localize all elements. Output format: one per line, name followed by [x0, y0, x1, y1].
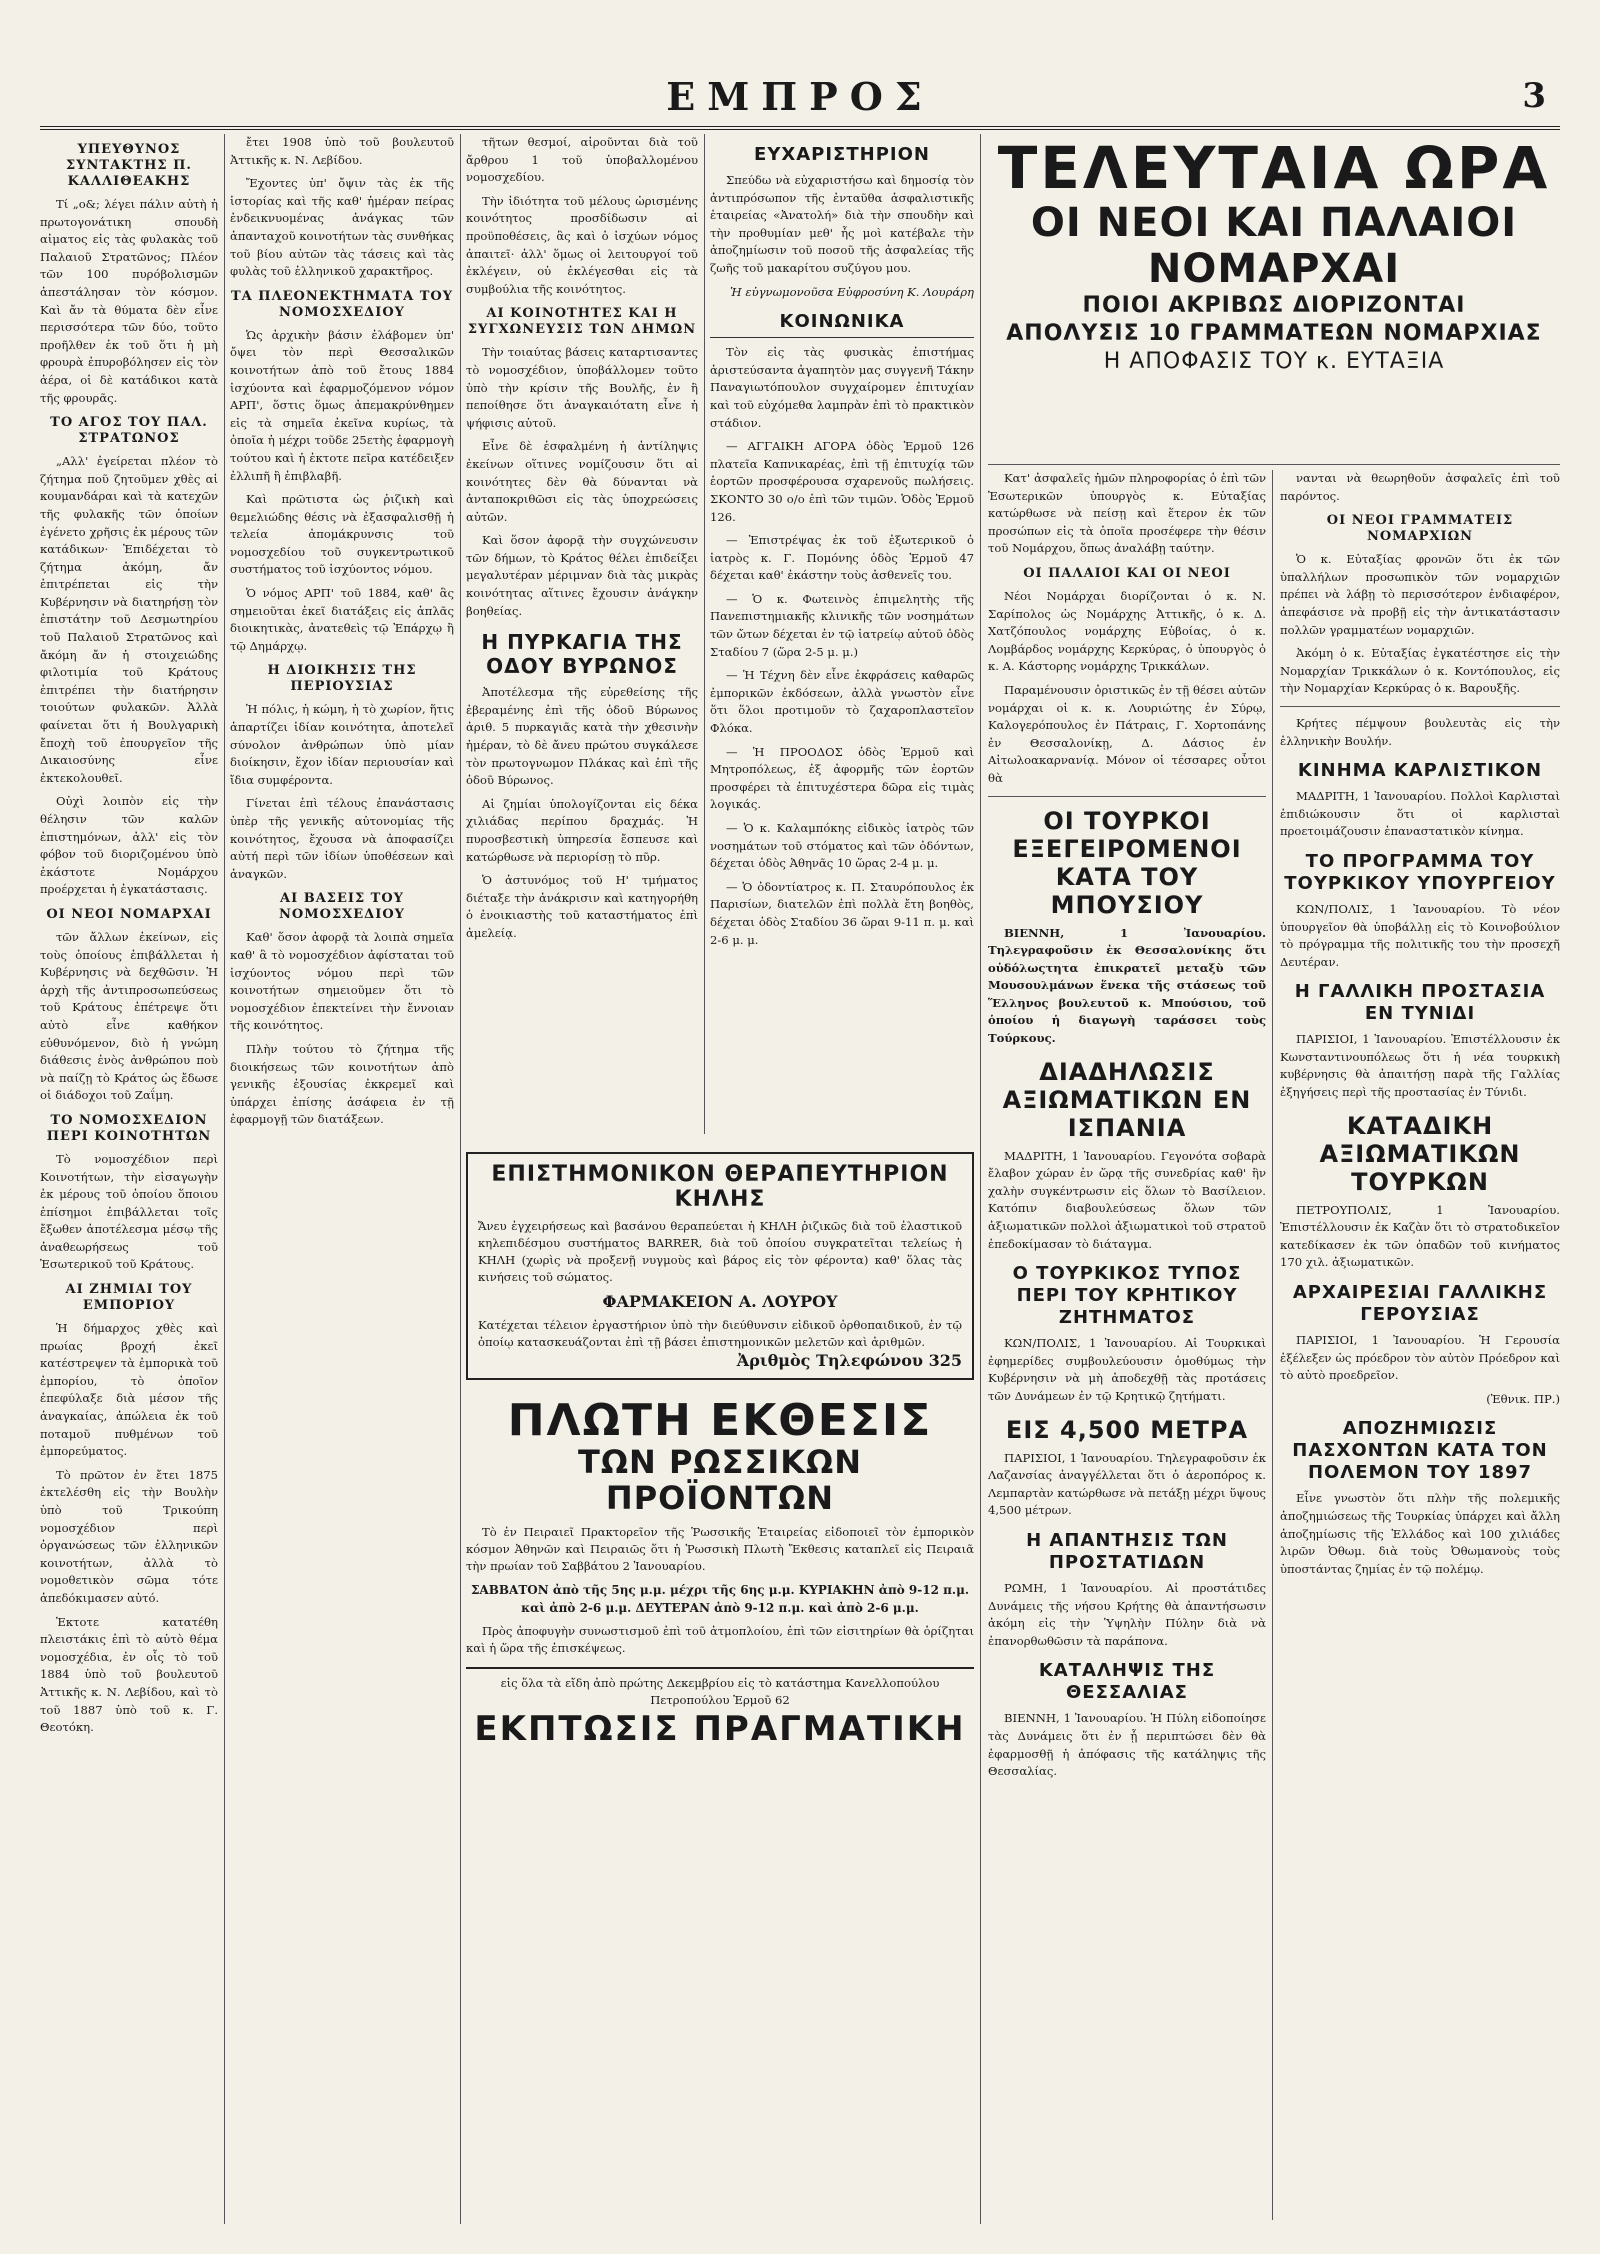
article-paragraph: Γίνεται ἐπὶ τέλους ἐπανάστασις ὑπὲρ τῆς γενικῆς αὐτονομίας τῆς κοινότητος, ἔχουσα νὰ ἀποφασίζει αὐτή περὶ τῶν ἰδίων ὑποθέσεων καὶ ἀναγκῶν.: [230, 796, 454, 881]
article-paragraph: Ἡ πόλις, ἡ κώμη, ἡ τὸ χωρίον, ἥτις ἀπαρτίζει ἰδίαν κοινότητα, ἀποτελεῖ σύνολον ἀνθρώπων ὑπὸ μίαν διοίκησιν, ἔχον ἰδίαν περιουσίαν καὶ ἴδια συμφέροντα.: [230, 702, 454, 787]
article-paragraph: ΡΩΜΗ, 1 Ἰανουαρίου. Αἱ προστάτιδες Δυνάμεις τῆς νήσου Κρήτης θὰ ἀπαντήσωσιν ἀκόμη εἰς τὴν Ὑψηλὴν Πύλην διὰ νὰ ἐπανορθωθῶσιν τὰ παράπονα.: [988, 1580, 1266, 1648]
section-heading: ΤΑ ΠΛΕΟΝΕΚΤΗΜΑΤΑ ΤΟΥ ΝΟΜΟΣΧΕΔΙΟΥ: [231, 288, 453, 320]
divider: [988, 796, 1266, 797]
article-paragraph: Τὸ πρῶτον ἐν ἔτει 1875 ἐκτελέσθη εἰς τὴν Βουλὴν ὑπὸ τοῦ Τρικούπη νομοσχέδιον περὶ ὀργανώσεως τῶν ἑλληνικῶν κοινοτήτων, ἀλλὰ τὸ νομοθετικὸν σῶμα τότε ἀπεδόκιμασεν αὐτό.: [40, 1467, 218, 1605]
section-heading: Η ΑΠΑΝΤΗΣΙΣ ΤΩΝ ΠΡΟΣΤΑΤΙΔΩΝ: [1026, 1529, 1228, 1573]
section-heading: ΚΑΤΑΛΗΨΙΣ ΤΗΣ ΘΕΣΣΑΛΙΑΣ: [1038, 1660, 1216, 1704]
article-paragraph: Τὸ νομοσχέδιον περὶ Κοινοτήτων, τὴν εἰσαγωγὴν ἐκ μέρους τοῦ ὁποίου ὅποιου ἐπίσημοι ἐπιβάλλεται τοῖς ἔξωθεν ἀποτέλεσμα μέσῳ τῆς ἀναθεωρήσεως τοῦ Ἐσωτερικοῦ τοῦ Κράτους.: [40, 1151, 218, 1272]
article-paragraph: Τὴν ἰδιότητα τοῦ μέλους ὡρισμένης κοινότητος προσδίδωσιν αἱ προϋποθέσεις, ἃς καὶ ὁ ἰσχύων νόμος ἀπαιτεῖ· ἀλλ' ὅμως οἱ λειτουργοί τοῦ ἐκλέγειν, οὐ ἐκλέγεσθαι εἰς τὰ συμβούλια τῆς κοινότητος.: [466, 193, 698, 296]
article-paragraph: ΒΙΕΝΝΗ, 1 Ἰανουαρίου. Τηλεγραφοῦσιν ἐκ Θεσσαλονίκης ὅτι οὐδόλωςτητα ἐπικρατεῖ μεταξὺ τῶν Μουσουλμάνων ἕνεκα τῆς στάσεως τοῦ Ἕλληνος βουλευτοῦ κ. Μπούσιου, τοῦ ὁποίου ἡ διαγωγὴ ταράσσει τοὺς Τούρκους.: [988, 925, 1266, 1046]
article-paragraph: ΚΩΝ/ΠΟΛΙΣ, 1 Ἰανουαρίου. Αἱ Τουρκικαὶ ἐφημερίδες συμβουλεύουσιν ὁμοθύμως τὴν Κυβέρνησιν νὰ μὴ ἀποδεχθῇ τὰς προτάσεις τῶν Δυνάμεων ἐν τῷ Κρητικῷ ζητήματι.: [988, 1336, 1266, 1403]
masthead: [40, 70, 1560, 130]
article-paragraph: — Ὁ κ. Φωτεινὸς ἐπιμελητὴς τῆς Πανεπιστημιακῆς κλινικῆς τῶν νοσημάτων τῶν ὤτων δέχεται ἐν τῷ ἰατρείῳ αὐτοῦ ὁδὸς Σταδίου 7 (ὥρα 2-5 μ. μ.): [710, 591, 974, 659]
section-heading: ΟΙ ΝΕΟΙ ΓΡΑΜΜΑΤΕΙΣ ΝΟΜΑΡΧΙΩΝ: [1326, 513, 1514, 545]
source-note: (Ἐθνικ. ΠΡ.): [1486, 1391, 1560, 1406]
clinic-ad: [466, 1152, 974, 1380]
section-heading: ΕΙΣ 4,500 ΜΕΤΡΑ: [1005, 1415, 1249, 1444]
column-divider: [1272, 470, 1273, 2220]
article-paragraph: Τὴν τοιαύτας βάσεις καταρτισαντες τὸ νομοσχέδιον, ὑποβάλλομεν τοῦτο ὑπὸ τὴν κρίσιν τῆς Βουλῆς, ἐν ἣ πεποίθησε ὅτι ἀναγκαιότατη εἶνε ἡ ψήφισις αὐτοῦ.: [466, 345, 698, 430]
article-paragraph: Ὁ ἀστυνόμος τοῦ Η' τμήματος διέταξε τὴν ἀνάκρισιν καὶ κατηγορήθη ὁ ἐνοικιαστὴς τοῦ καταστήματος ἐπὶ ἀμελείᾳ.: [466, 873, 698, 940]
article-paragraph: — ΑΓΓΑΙΚΗ ΑΓΟΡΑ ὁδὸς Ἑρμοῦ 126 πλατεῖα Καπνικαρέας, ἐπὶ τῇ ἐπιτυχίᾳ τῶν ἑορτῶν προσφέρουσα σχαρενοῦς πωλήσεις. ΣΚΟΝΤΟ 30 ο/ο ἐπὶ τῶν τιμῶν. Ὁδὸς Ἑρμοῦ 126.: [710, 439, 974, 524]
article-paragraph: ΠΕΤΡΟΥΠΟΛΙΣ, 1 Ἰανουαρίου. Ἐπιστέλλουσιν ἐκ Καζὰν ὅτι τὸ στρατοδικεῖον κατεδίκασεν ἐκ τῶν ὀπαδῶν τοῦ κινήματος 170 χιλ. ἀξιωματικῶν.: [1280, 1202, 1560, 1270]
column-3: [466, 134, 698, 1134]
section-heading: ΑΠΟΖΗΜΙΩΣΙΣ ΠΑΣΧΟΝΤΩΝ ΚΑΤΑ ΤΟΝ ΠΟΛΕΜΟΝ ΤΟΥ 1897: [1292, 1418, 1548, 1484]
article-paragraph: Τὸν εἰς τὰς φυσικὰς ἐπιστήμας ἀριστεύσαντα ἀγαπητὸν μας συγγενῆ Τάκην Παναγιωτόπουλον συγχαίρομεν ἐπιτυχίαν καὶ τοῦ εὐχόμεθα λαμπρὰν ἐπὶ τὸ πρακτικὸν στάδιον.: [710, 345, 974, 430]
article-paragraph: ΚΩΝ/ΠΟΛΙΣ, 1 Ἰανουαρίου. Τὸ νέον ὑπουργεῖον θὰ ὑποβάλλῃ εἰς τὸ Κοινοβούλιον τὸ πρόγραμμα τῆς πολιτικῆς του τὴν προσεχῆ Δευτέραν.: [1280, 901, 1560, 969]
article-paragraph: Πλὴν τούτου τὸ ζήτημα τῆς διοικήσεως τῶν κοινοτήτων ἀπὸ γενικῆς ἐξουσίας ἐκκρεμεῖ καὶ ὑπάρχει ἐπίσης ἀσάφεια ἐν τῇ ἐφαρμογῇ τῶν διατάξεων.: [230, 1041, 454, 1127]
article-paragraph: Ἡ δήμαρχος χθὲς καὶ πρωίας βροχή ἐκεῖ κατέστρεψεν τὰ ἐμπορικὰ τοῦ ἐμπορίου, τὸ ὁποῖον ἐπεφύλαξε διὰ μέσον τῆς ἀναγκαίας, ἀπώλεια ἐκ τοῦ ποταμοῦ πυθμένων τοῦ ἐμπορεύματος.: [40, 1321, 218, 1459]
article-paragraph: Νέοι Νομάρχαι διορίζονται ὁ κ. Ν. Σαρίπολος ὡς Νομάρχης Ἀττικῆς, ὁ κ. Δ. Χατζόπουλος νομάρχης Εὐβοίας, ὁ κ. Λομβάρδος νομάρχης Κερκύρας, ὁ ὑπουργὸς ὁ κ. Α. Κάστορης νομάρχης Τρικκάλων.: [988, 588, 1266, 674]
article-paragraph: ΠΑΡΙΣΙΟΙ, 1 Ἰανουαρίου. Τηλεγραφοῦσιν ἐκ Λαζανσίας ἀναγγέλλεται ὅτι ὁ ἀεροπόρος κ. Λεμπαρτὰν κατώρθωσε νὰ πετάξῃ μέχρι ὕψους 4,500 μέτρων.: [988, 1450, 1266, 1518]
article-paragraph: Εἶνε γνωστὸν ὅτι πλὴν τῆς πολεμικῆς ἀποζημιώσεως τῆς Τουρκίας ὑπάρχει καὶ ἄλλη ἀποζημίωσις τῆς Ἑλλάδος καὶ 100 χιλιάδες λιρῶν Ὀθωμ. διὰ τοὺς Ὀθωμανοὺς τοὺς ὑποστάντας ζημίας ἐν τῷ πολέμῳ.: [1280, 1491, 1560, 1576]
section-heading: ΤΟ ΑΓΟΣ ΤΟΥ ΠΑΛ. ΣΤΡΑΤΩΝΟΣ: [50, 415, 208, 447]
section-heading: ΕΥΧΑΡΙΣΤΗΡΙΟΝ: [754, 144, 930, 165]
section-heading: Ο ΤΟΥΡΚΙΚΟΣ ΤΥΠΟΣ ΠΕΡΙ ΤΟΥ ΚΡΗΤΙΚΟΥ ΖΗΤΗΜΑΤΟΣ: [1012, 1263, 1242, 1329]
article-paragraph: Ἐκτοτε κατατέθη πλειστάκις ἐπὶ τὸ αὐτὸ θέμα νομοσχέδια, ἐν οἷς τὸ τοῦ 1884 ὑπὸ τοῦ βουλευτοῦ Ἀττικῆς κ. Ν. Λεβίδου, καὶ τὸ τοῦ 1887 ὑπὸ τοῦ κ. Γ. Θεοτόκη.: [40, 1614, 218, 1735]
article-paragraph: Ὁ νόμος ΑΡΠ' τοῦ 1884, καθ' ἃς σημειοῦται ἐκεῖ διατάξεις εἰς ἁπλᾶς διοικητικὰς, ἀνατεθεὶς τῷ Ἐπάρχῳ ἢ τῷ Δημάρχῳ.: [230, 586, 454, 653]
ad-title: ΕΠΙΣΤΗΜΟΝΙΚΟΝ ΘΕΡΑΠΕΥΤΗΡΙΟΝ ΚΗΛΗΣ: [491, 1162, 949, 1212]
editor-line: ΥΠΕΥΘΥΝΟΣ ΣΥΝΤΑΚΤΗΣ Π. ΚΑΛΛΙΘΕΑΚΗΣ: [66, 142, 192, 189]
column-divider: [224, 134, 225, 2224]
last-hour-block: [988, 134, 1560, 465]
section-heading: ΚΟΙΝΩΝΙΚΑ: [710, 311, 974, 338]
article-paragraph: — Ἐπιστρέψας ἐκ τοῦ ἐξωτερικοῦ ὁ ἰατρὸς κ. Γ. Πομόνης ὁδὸς Ἑρμοῦ 47 δέχεται καθ' ἑκάστην τοὺς ἀσθενεῖς του.: [710, 533, 974, 583]
main-headline: ΟΙ ΝΕΟΙ ΚΑΙ ΠΑΛΑΙΟΙ ΝΟΜΑΡΧΑΙ: [1030, 200, 1518, 292]
section-heading: Η ΓΑΛΛΙΚΗ ΠΡΟΣΤΑΣΙΑ ΕΝ ΤΥΝΙΔΙ: [1294, 981, 1546, 1025]
section-heading: ΑΙ ΖΗΜΙΑΙ ΤΟΥ ΕΜΠΟΡΙΟΥ: [65, 1282, 193, 1314]
subheadline: ΠΟΙΟΙ ΑΚΡΙΒΩΣ ΔΙΟΡΙΖΟΝΤΑΙ: [1082, 293, 1466, 318]
article-paragraph: Οὐχὶ λοιπὸν εἰς τὴν θέλησιν τῶν καλῶν ἐπιστημόνων, ἀλλ' εἰς τὸν φόβον τοῦ διοριζομένου ὑπὸ ἐκάστοτε Νομάρχου προέρχεται ἡ ἐγκατάστασις.: [40, 794, 218, 897]
ad-body: εἰς ὅλα τὰ εἴδη ἀπὸ πρώτης Δεκεμβρίου εἰς τὸ κατάστημα Κανελλοπούλου Πετροπούλου Ἑρμοῦ 62: [500, 1676, 940, 1707]
column-divider: [980, 134, 981, 2224]
article-paragraph: ΜΑΔΡΙΤΗ, 1 Ἰανουαρίου. Γεγονότα σοβαρὰ ἔλαβον χώραν ἐν ὥρᾳ τῆς συνεδρίας καθ' ἣν χαλὴν συγκέντρωσιν εἰς ὅλων τὸ Βασίλειον. Κατόπιν διαβουλεύσεως ὅλων τῶν ἀξιωματικῶν πολλοὶ ἀξιωματικοὶ τοῦ στρατοῦ ἐπεδοκίμασαν τὸ διάταγμα.: [988, 1148, 1266, 1251]
ad-body: Ἄνευ ἐγχειρήσεως καὶ βασάνου θεραπεύεται ἡ ΚΗΛΗ ῥιζικῶς διὰ τοῦ ἐλαστικοῦ κηλεπιδέσμου συστήματος BARRER, διὰ τοῦ ὁποίου συγκρατεῖται τελείως ἡ ΚΗΛΗ (χωρὶς νὰ προξενῇ νυγμοὺς καὶ βάρος εἰς τὸν φέροντα) καθ' ὅλας τὰς κινήσεις τοῦ σώματος.: [478, 1219, 962, 1284]
article-paragraph: — Ἡ Τέχνη δὲν εἶνε ἐκφράσεις καθαρῶς ἐμπορικῶν ἐκδόσεων, ἀλλὰ γνωστὸν εἶνε ὅτι ὅλοι προτιμοῦν τὸ ζαχαροπλαστεῖον Φλόκα.: [710, 668, 974, 736]
article-paragraph: ἔτει 1908 ὑπὸ τοῦ βουλευτοῦ Ἀττικῆς κ. Ν. Λεβίδου.: [230, 135, 454, 167]
ad-subtitle: ΤΩΝ ΡΩΣΣΙΚΩΝ ΠΡΟΪΟΝΤΩΝ: [577, 1443, 862, 1517]
article-paragraph: Ἔχοντες ὑπ' ὄψιν τὰς ἐκ τῆς ἱστορίας καὶ τῆς καθ' ἡμέραν πείρας ἐνδεικνυομένας ἀνάγκας τῶν ἀπανταχοῦ κοινοτήτων τὰς συνθήκας τοῦ βίου αὐτῶν τὰς τάσεις καὶ τὰς φυλὰς τοῦ ἑλληνικοῦ χαρακτῆρος.: [230, 176, 454, 279]
article-paragraph: Κρήτες πέμψουν βουλευτὰς εἰς τὴν ἑλληνικὴν Βουλήν.: [1280, 715, 1560, 748]
article-paragraph: — Ὁ κ. Καλαμπόκης εἰδικὸς ἰατρὸς τῶν νοσημάτων τοῦ στόματος καὶ τῶν ὀδόντων, δέχεται ὁδὸς Ἀθηνᾶς 10 ὥρας 2-4 μ. μ.: [710, 821, 974, 871]
article-paragraph: ΠΑΡΙΣΙΟΙ, 1 Ἰανουαρίου. Ἡ Γερουσία ἐξέλεξεν ὡς πρόεδρον τὸν αὐτὸν Πρόεδρον καὶ τὸ αὐτὸ προεδρεῖον.: [1280, 1333, 1560, 1383]
article-paragraph: Εἶνε δὲ ἐσφαλμένη ἡ ἀντίληψις ἐκείνων οἵτινες νομίζουσιν ὅτι αἱ κοινότητες δὲν θὰ δύνανται νὰ ἀνταποκριθῶσι εἰς τὰς ὑποχρεώσεις αὐτῶν.: [466, 439, 698, 524]
newspaper-title: ΕΜΠΡΟΣ: [666, 74, 934, 119]
ad-note: Πρὸς ἀποφυγὴν συνωστισμοῦ ἐπὶ τοῦ ἀτμοπλοίου, ἐπὶ τῶν εἰσιτηρίων θὰ ὁρίζηται καὶ ἡ ὥρα τῆς ἐπισκέψεως.: [466, 1624, 974, 1655]
discount-ad: [466, 1667, 974, 1749]
article-paragraph: Σπεύδω νὰ εὐχαριστήσω καὶ δημοσίᾳ τὸν ἀντιπρόσωπον τῆς ἐνταῦθα ἀσφαλιστικῆς ἑταιρείας «Ἀνατολή» διὰ τὴν σπουδὴν καὶ τὴν προθυμίαν μεθ' ἧς μοὶ κατέβαλε τὴν ἀποζημίωσιν τοῦ ποσοῦ τῆς ἀσφαλείας τῆς ζωῆς τοῦ μακαρίτου συζύγου μου.: [710, 173, 974, 275]
column-1: [40, 134, 218, 2224]
section-heading: Η ΠΥΡΚΑΓΙΑ ΤΗΣ ΟΔΟΥ ΒΥΡΩΝΟΣ: [481, 630, 683, 679]
article-paragraph: ΜΑΔΡΙΤΗ, 1 Ἰανουαρίου. Πολλοὶ Καρλισταὶ ἐπιδιώκουσιν ὅτι οἱ καρλισταὶ προετοιμάζουσιν ἐπαναστατικὸν κίνημα.: [1280, 789, 1560, 839]
article-paragraph: „Αλλ' ἐγείρεται πλέον τὸ ζήτημα ποῦ ζητοῦμεν χθὲς αἱ κουμανδάραι καὶ τὰ κατεχῶν τῆς φυλακῆς τῶν ὁποίων ἐγένετο χρῆσις ἐκ μέρους τῶν κατάδικων· Ἐπιδέχεται τὸ ζήτημα ἀκόμη, ἄν ἐπιτρέπεται εἰς τὴν Κυβέρνησιν νὰ διατηρήσῃ τὸν ἐπιστάτην τοῦ Δεσμωτηρίου τοῦ Παλαιοῦ Στρατῶνος καὶ ἄκόμη ἄν ἡ στοιχειώδης φιλοτιμία τοῦ Κράτους ἐπιτρέπει τὴν διατήρησιν τοιούτων φυλακῶν. Ἀλλὰ φαίνεται ὅτι ἡ Βουλγαρικὴ ἔποχὴ τοῦ ἐπουργεῖον τῆς Δικαιοσύνης εἶνε ἐκτεκολουθεῖ.: [40, 454, 218, 785]
pharmacy-name: ΦΑΡΜΑΚΕΙΟΝ Α. ΛΟΥΡΟΥ: [602, 1292, 838, 1311]
last-hour-title: ΤΕΛΕΥΤΑΙΑ ΩΡΑ: [997, 134, 1551, 202]
section-heading: ΔΙΑΔΗΛΩΣΙΣ ΑΞΙΩΜΑΤΙΚΩΝ ΕΝ ΙΣΠΑΝΙΑ: [1002, 1057, 1252, 1142]
article-paragraph: Ὁ κ. Εὐταξίας φρονῶν ὅτι ἐκ τῶν ὑπαλλήλων προσωπικὸν τῶν νομαρχιῶν πρέπει νὰ λάβῃ τὸ περισσότερον ἐνδιαφέρον, ἀπεφάσισε νὰ προβῇ εἰς τὴν ἀντικατάστασιν πολλῶν γραμματέων νομαρχιῶν.: [1280, 552, 1560, 637]
article-paragraph: Ἀποτέλεσμα τῆς εὐρεθείσης τῆς ἐβεραμένης ἐπὶ τῆς ὁδοῦ Βύρωνος ἀριθ. 5 πυρκαγιᾶς κατὰ τὴν χθεσινὴν ἡμέραν, τὸ δὲ ἄνευ πρώτου συγκάλεσε τὸν πρωτογνωμον Πλάκας καὶ ἐπὶ τῆς ὁδοῦ Βύρωνος.: [466, 685, 698, 788]
article-paragraph: Ὡς ἀρχικὴν βάσιν ἐλάβομεν ὑπ' ὄψει τὸν περὶ Θεσσαλικῶν κοινοτήτων ἀπὸ τοῦ ἔτους 1884 ἰσχύοντα καὶ ἐφαρμοζόμενον νόμον ΑΡΠ', ὅστις ὅμως ἀπεμακρύνθημεν εἰς τὰ σημεῖα ἐκεῖνα κυρίως, τὰ ὁποῖα ἡ μέχρι τοῦδε 25ετὴς ἐφαρμογὴ τούτου καὶ ἡ ἐκτοτε πεῖρα κατέδειξεν ἐλλιπῆ ἢ ἐπιβλαβῆ.: [230, 327, 454, 483]
signature: Ἡ εὐγνωμονοῦσα Εὐφροσύνη Κ. Λουράρη: [730, 284, 974, 299]
article-paragraph: Καὶ ὅσον ἀφορᾷ τὴν συγχώνευσιν τῶν δήμων, τὸ Κράτος θέλει ἐπιδείξει μεγαλυτέραν μέριμναν διὰ τὰς μικρὰς κοινότητας αἵτινες ἔχουσιν ἀνάγκην βοηθείας.: [466, 533, 698, 618]
article-paragraph: Τί „ο&; λέγει πάλιν αὐτὴ ἡ πρωτογονάτικη σπουδὴ αἰματος εἰς τὰς φυλακὰς τοῦ Παλαιοῦ Στρατῶνος; Πλέον τῶν 100 πυρόβολισμῶν ἀπεστάλησαν τὸν κόσμον. Καὶ ἄν τὰ θύματα δὲν εἶνε περισσότερα τῶν δύο, τοῦτο προῆλθεν ἐκ τοῦ ὅτι ἡ μὴ φρουρὰ ἐπυροβόλησεν εἰς τὸν ἀέρα, οἱ δὲ κατάδικοι κατὰ τῆς φρουρᾶς.: [40, 197, 218, 405]
column-2: [230, 134, 454, 2224]
column-5a: [988, 470, 1266, 2220]
ad-title: ΠΛΩΤΗ ΕΚΘΕΣΙΣ: [507, 1395, 933, 1446]
section-heading: ΤΟ ΠΡΟΓΡΑΜΜΑ ΤΟΥ ΤΟΥΡΚΙΚΟΥ ΥΠΟΥΡΓΕΙΟΥ: [1284, 850, 1556, 894]
section-heading: ΟΙ ΠΑΛΑΙΟΙ ΚΑΙ ΟΙ ΝΕΟΙ: [1023, 565, 1231, 581]
section-heading: ΑΡΧΑΙΡΕΣΙΑΙ ΓΑΛΛΙΚΗΣ ΓΕΡΟΥΣΙΑΣ: [1292, 1282, 1548, 1326]
article-paragraph: Ἀκόμη ὁ κ. Εὐταξίας ἐγκατέστησε εἰς τὴν Νομαρχίαν Τρικκάλων ὁ κ. Κοντόπουλος, εἰς τὴν Νομαρχίαν Κερκύρας ὁ κ. Βαρουξῆς.: [1280, 646, 1560, 696]
ad-schedule: ΣΑΒΒΑΤΟΝ ἀπὸ τῆς 5ης μ.μ. μέχρι τῆς 6ης μ.μ. ΚΥΡΙΑΚΗΝ ἀπὸ 9-12 π.μ. καὶ ἀπὸ 2-6 μ.μ. ΔΕΥΤΕΡΑΝ ἀπὸ 9-12 π.μ. καὶ ἀπὸ 2-6 μ.μ.: [470, 1583, 970, 1615]
column-5b: [1280, 470, 1560, 2220]
page-number: 3: [1522, 76, 1546, 116]
article-paragraph: — Ὁ ὀδοντίατρος κ. Π. Σταυρόπουλος ἐκ Παρισίων, διατελῶν ἐπὶ πολλὰ ἔτη βοηθὸς, δέχεται ὁδὸς Σταδίου 36 ὥραι 9-11 π. μ. καὶ 2-6 μ. μ.: [710, 879, 974, 947]
subheadline: Η ΑΠΟΦΑΣΙΣ ΤΟΥ κ. ΕΥΤΑΞΙΑ: [1103, 349, 1445, 374]
article-paragraph: — Ἡ ΠΡΟΟΔΟΣ ὁδὸς Ἑρμοῦ καὶ Μητροπόλεως, ἐξ ἀφορμῆς τῶν ἑορτῶν προσφέρει τὰ ἐπιτυχέστερα δῶρα εἰς τιμὰς λογικάς.: [710, 744, 974, 812]
divider: [1280, 706, 1560, 707]
article-paragraph: τῆτων θεσμοί, αἱροῦνται διὰ τοῦ ἄρθρου 1 τοῦ ὑποβαλλομένου νομοσχεδίου.: [466, 135, 698, 185]
ad-body: Τὸ ἐν Πειραιεῖ Πρακτορεῖον τῆς Ῥωσσικῆς Ἑταιρείας εἰδοποιεῖ τὸν ἐμπορικὸν κόσμον Ἀθηνῶν καὶ Πειραιῶς ὅτι ἡ Ῥωσσικὴ Πλωτὴ Ἔκθεσις καταπλεῖ εἰς Πειραιᾶ τὴν πρωίαν τοῦ Σαββάτου 2 Ἰανουαρίου.: [466, 1525, 974, 1573]
column-4: [710, 134, 974, 1134]
section-heading: ΑΙ ΒΑΣΕΙΣ ΤΟΥ ΝΟΜΟΣΧΕΔΙΟΥ: [279, 891, 405, 923]
section-heading: ΤΟ ΝΟΜΟΣΧΕΔΙΟΝ ΠΕΡΙ ΚΟΙΝΟΤΗΤΩΝ: [46, 1112, 212, 1144]
column-divider: [460, 134, 461, 2224]
ad-phone: Ἀριθμὸς Τηλεφώνου 325: [736, 1351, 962, 1370]
article-paragraph: Αἱ ζημίαι ὑπολογίζονται εἰς δέκα χιλιάδας περίπου δραχμάς. Ἡ πυροσβεστικὴ ὑπηρεσία ἔσπευσε καὶ κατώρθωσε νὰ περιορίσῃ τὸ πῦρ.: [466, 796, 698, 864]
subheadline: ΑΠΟΛΥΣΙΣ 10 ΓΡΑΜΜΑΤΕΩΝ ΝΟΜΑΡΧΙΑΣ: [1006, 321, 1542, 346]
section-heading: ΚΙΝΗΜΑ ΚΑΡΛΙΣΤΙΚΟΝ: [1297, 760, 1543, 782]
section-heading: ΚΑΤΑΔΙΚΗ ΑΞΙΩΜΑΤΙΚΩΝ ΤΟΥΡΚΩΝ: [1319, 1111, 1521, 1196]
article-paragraph: ΒΙΕΝΝΗ, 1 Ἰανουαρίου. Ἡ Πύλη εἰδοποίησε τὰς Δυνάμεις ὅτι ἐν ᾗ περιπτώσει δὲν θὰ ἐφαρμοσθῇ ἡ ἀπόφασις τῆς κατάληψις τῆς Θεσσαλίας.: [988, 1711, 1266, 1779]
section-heading: ΟΙ ΝΕΟΙ ΝΟΜΑΡΧΑΙ: [46, 906, 212, 922]
article-paragraph: τῶν ἄλλων ἐκείνων, εἰς τοὺς ὁποίους ἐπιβάλλεται ἡ Κυβέρνησις νὰ δεχθῶσιν. Ἡ ἀρχὴ τῆς ἀντιπροσωπεύσεως τοῦ Κράτους ἐπέτρεψε ὅτι αὐτὸ εἶνε καθήκον εὐθυνόμενον, διὸ ἡ γνώμη διάθεσις ἐνὸς ἀνθρώπου ποὺ νὰ παίζῃ τὸ Κράτος ὡς ἔδωσε οἱ διάδοχοι τοῦ Ζαΐμη.: [40, 929, 218, 1103]
ad-title: ΕΚΠΤΩΣΙΣ ΠΡΑΓΜΑΤΙΚΗ: [474, 1709, 966, 1749]
section-heading: ΑΙ ΚΟΙΝΟΤΗΤΕΣ ΚΑΙ Η ΣΥΓΧΩΝΕΥΣΙΣ ΤΩΝ ΔΗΜΩΝ: [467, 306, 697, 338]
column-divider: [704, 134, 705, 1134]
article-paragraph: Καὶ πρῶτιστα ὡς ῥιζικὴ καὶ θεμελιώδης θέσις νὰ ἐξασφαλισθῇ ἡ τελεία ἀπομάκρυνσις τοῦ νομοσχεδίου τοῦ συγκεντρωτικοῦ συστήματος τοῦ ἰσχύοντος νόμου.: [230, 492, 454, 577]
section-heading: Η ΔΙΟΙΚΗΣΙΣ ΤΗΣ ΠΕΡΙΟΥΣΙΑΣ: [267, 663, 417, 695]
article-paragraph: νανται νὰ θεωρηθοῦν ἀσφαλεῖς ἐπὶ τοῦ παρόντος.: [1280, 471, 1560, 503]
article-paragraph: ΠΑΡΙΣΙΟΙ, 1 Ἰανουαρίου. Ἐπιστέλλουσιν ἐκ Κωνσταντινουπόλεως ὅτι ἡ νέα τουρκικὴ κυβέρνησις θὰ ἀπαιτήσῃ παρὰ τῆς Γαλλίας ἐξηγήσεις περὶ τῆς προστασίας ἐν Τύνιδι.: [1280, 1032, 1560, 1100]
article-paragraph: Κατ' ἀσφαλεῖς ἡμῶν πληροφορίας ὁ ἐπὶ τῶν Ἐσωτερικῶν ὑπουργὸς κ. Εὐταξίας κατώρθωσε νὰ πείσῃ καὶ ἕτερον ἐκ τῶν προσώπων εἰς τὰ ὁποῖα προσέφερε τὴν θέσιν τοῦ Νομάρχου, ὅπως ἀναλάβῃ ταύτην.: [988, 471, 1266, 556]
article-paragraph: Καθ' ὅσον ἀφορᾷ τὰ λοιπὰ σημεῖα καθ' ἃ τὸ νομοσχέδιον ἀφίσταται τοῦ ἰσχύοντος νόμου περὶ τῶν κοινοτήτων σημειοῦμεν ὅτι τὸ νομοσχέδιον ἐπεκτείνει τὴν ἔννοιαν τῆς κοινότητος.: [230, 930, 454, 1033]
article-paragraph: Παραμένουσιν ὀριστικῶς ἐν τῇ θέσει αὐτῶν νομάρχαι οἱ κ. κ. Λουριώτης ἐν Σύρῳ, Καλογερόπουλος ἐν Πάτραις, Γ. Χορτοπάνης ἐν Θεσσαλονίκῃ, Δ. Δάσιος ἐν Αἰτωλοακαρνανίᾳ. Μόνον οἱ τέσσαρες οὗτοι θὰ: [988, 682, 1266, 785]
section-heading: ΟΙ ΤΟΥΡΚΟΙ ΕΞΕΓΕΙΡΟΜΕΝΟΙ ΚΑΤΑ ΤΟΥ ΜΠΟΥΣΙΟΥ: [1012, 806, 1242, 919]
ad-body: Κατέχεται τέλειον ἐργαστήριον ὑπὸ τὴν διεύθυνσιν εἰδικοῦ ὀρθοπαιδικοῦ, ἐν τῷ ὁποίῳ κατασκευάζονται ἐπὶ τῇ βάσει ἐπιστημονικῶν μελετῶν καὶ ἀριθμῶν.: [478, 1318, 962, 1349]
ads-area: [466, 1142, 974, 2224]
exhibition-ad: [466, 1395, 974, 1657]
